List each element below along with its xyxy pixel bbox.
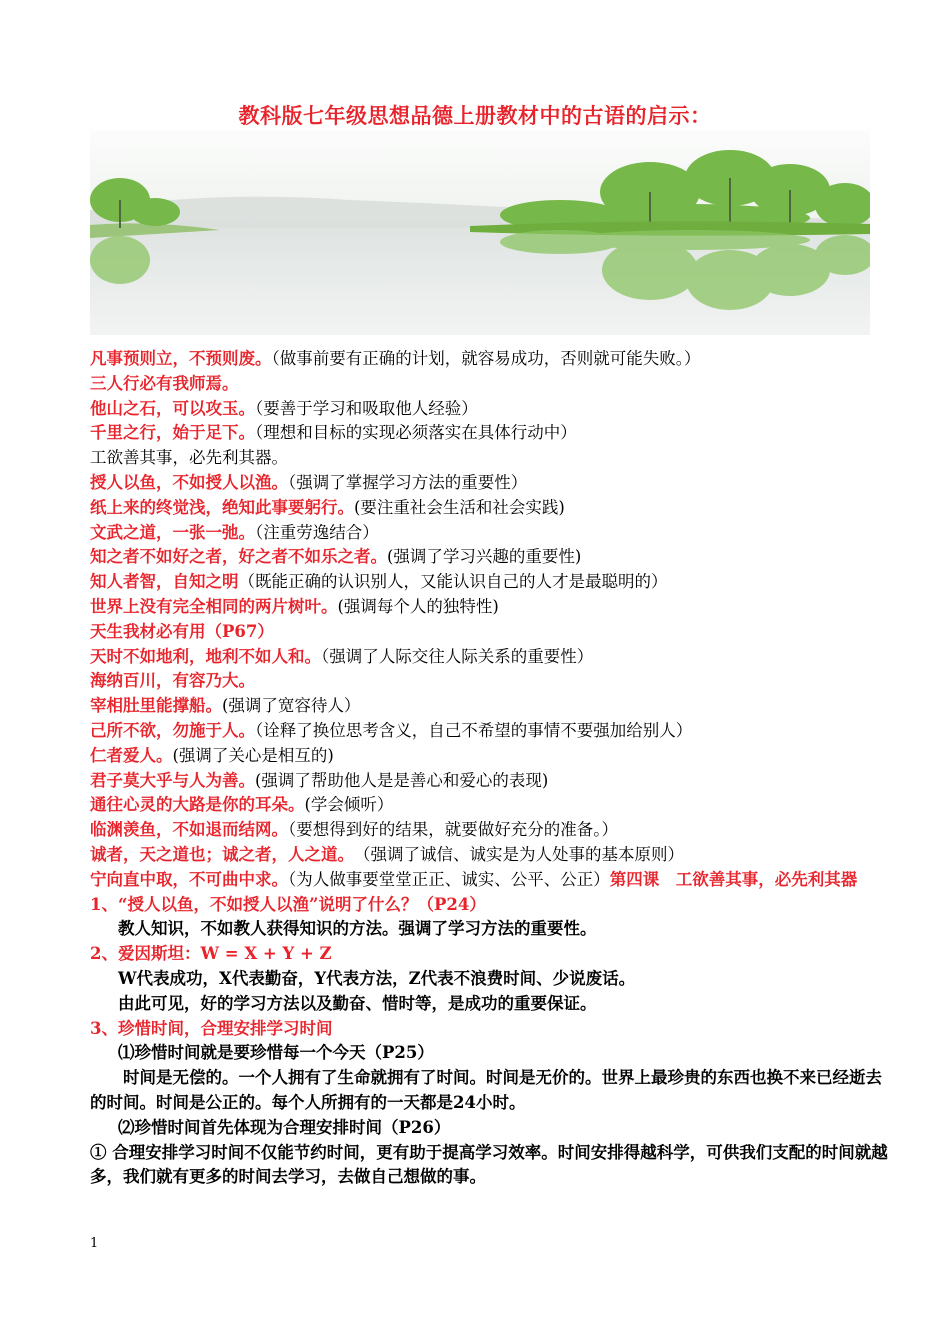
quote: 天生我材必有用（P67） [90,621,274,641]
quote-note: （诠释了换位思考含义，自己不希望的事情不要强加给别人） [255,720,693,740]
quote-note: (强调了关心是相互的) [172,745,334,765]
quote-note: （要善于学习和吸取他人经验） [255,398,478,418]
section-heading: 3、珍惜时间，合理安排学习时间 [90,1018,333,1038]
section-text: 由此可见，好的学习方法以及勤奋、惜时等，是成功的重要保证。 [118,993,597,1013]
subsection-heading: ⑵珍惜时间首先体现为合理安排时间（P26） [118,1117,451,1137]
quote-note: （既能正确的认识别人，又能认识自己的人才是最聪明的） [238,572,668,592]
quote-note: （做事前要有正确的计划，就容易成功，否则就可能失败。） [271,349,701,368]
quote: 世界上没有完全相同的两片树叶。 [90,596,338,616]
quote-note: （注重劳逸结合） [255,522,379,542]
quote-note: (强调了宽容待人） [222,696,361,716]
quote: 己所不欲，勿施于人。 [90,720,255,740]
quote: 仁者爱人。 [90,745,173,765]
section-text: 教人知识，不如教人获得知识的方法。强调了学习方法的重要性。 [118,919,597,939]
quote: 他山之石，可以攻玉。 [90,398,255,418]
quote-note: （要想得到好的结果，就要做好充分的准备。） [288,820,618,840]
quote-note: （理想和目标的实现必须落实在具体行动中） [255,423,577,443]
last-quote-paragraph [90,868,890,893]
quote-note: 工欲善其事，必先利其器。 [90,448,288,468]
subsection-heading: ⑴珍惜时间就是要珍惜每一个今天（P25） [118,1043,434,1063]
quote: 文武之道，一张一弛。 [90,522,255,542]
section-text: W代表成功，X代表勤奋，Y代表方法，Z代表不浪费时间、少说废话。 [118,968,636,988]
quote-note: (强调每个人的独特性) [337,596,499,616]
quote-note: （强调了诚信、诚实是为人处事的基本原则） [345,844,684,864]
quote: 天时不如地利，地利不如人和。 [90,646,321,666]
paragraph: 时间是无偿的。一个人拥有了生命就拥有了时间。时间是无价的。世界上最珍贵的东西也换不来已经逝去的时间。时间是公正的。每个人所拥有的一天都是24小时。 [90,1068,882,1112]
quote: 诚者，天之道也；诚之者，人之道。 [90,844,346,864]
page-number: 1 [90,1236,99,1251]
quote: 君子莫大乎与人为善。 [90,770,255,790]
section-heading: 1、“授人以鱼，不如授人以渔”说明了什么？（P24） [90,894,486,914]
quote: 知人者智，自知之明 [90,572,239,592]
lesson-heading: 第四课 工欲善其事，必先利其器 [609,869,858,889]
quote-note: (要注重社会生活和社会实践) [354,497,565,517]
quote: 临渊羡鱼，不如退而结网。 [90,820,288,840]
section-heading: 2、爱因斯坦：W = X + Y + Z [90,944,332,964]
quote: 纸上来的终觉浅，绝知此事要躬行。 [90,497,354,517]
quote: 通往心灵的大路是你的耳朵。 [90,795,305,815]
quote: 三人行必有我师焉。 [90,373,239,393]
content [90,347,890,1190]
quote: 凡事预则立，不预则废。 [90,349,272,368]
quote: 宁向直中取，不可曲中求。 [90,869,288,889]
landscape-image [90,130,870,335]
quote-note: (强调了帮助他人是是善心和爱心的表现) [255,770,549,790]
quote: 海纳百川，有容乃大。 [90,671,255,691]
quote-note: （为人做事要堂堂正正、诚实、公平、公正） [288,869,610,889]
quote: 宰相肚里能撑船。 [90,696,222,716]
quote: 授人以鱼，不如授人以渔。 [90,472,288,492]
page-title: 教科版七年级思想品德上册教材中的古语的启示： [238,103,712,128]
quote: 千里之行，始于足下。 [90,423,255,443]
quote-note: (学会倾听） [304,795,394,815]
quote: 知之者不如好之者，好之者不如乐之者。 [90,547,387,567]
quote-note: （强调了掌握学习方法的重要性） [288,472,528,492]
quote-note: (强调了学习兴趣的重要性) [387,547,582,567]
quote-note: （强调了人际交往人际关系的重要性） [321,646,594,666]
paragraph: ① 合理安排学习时间不仅能节约时间，更有助于提高学习效率。时间安排得越科学，可供我们支配的时间就越多，我们就有更多的时间去学习，去做自己想做的事。 [90,1142,888,1187]
